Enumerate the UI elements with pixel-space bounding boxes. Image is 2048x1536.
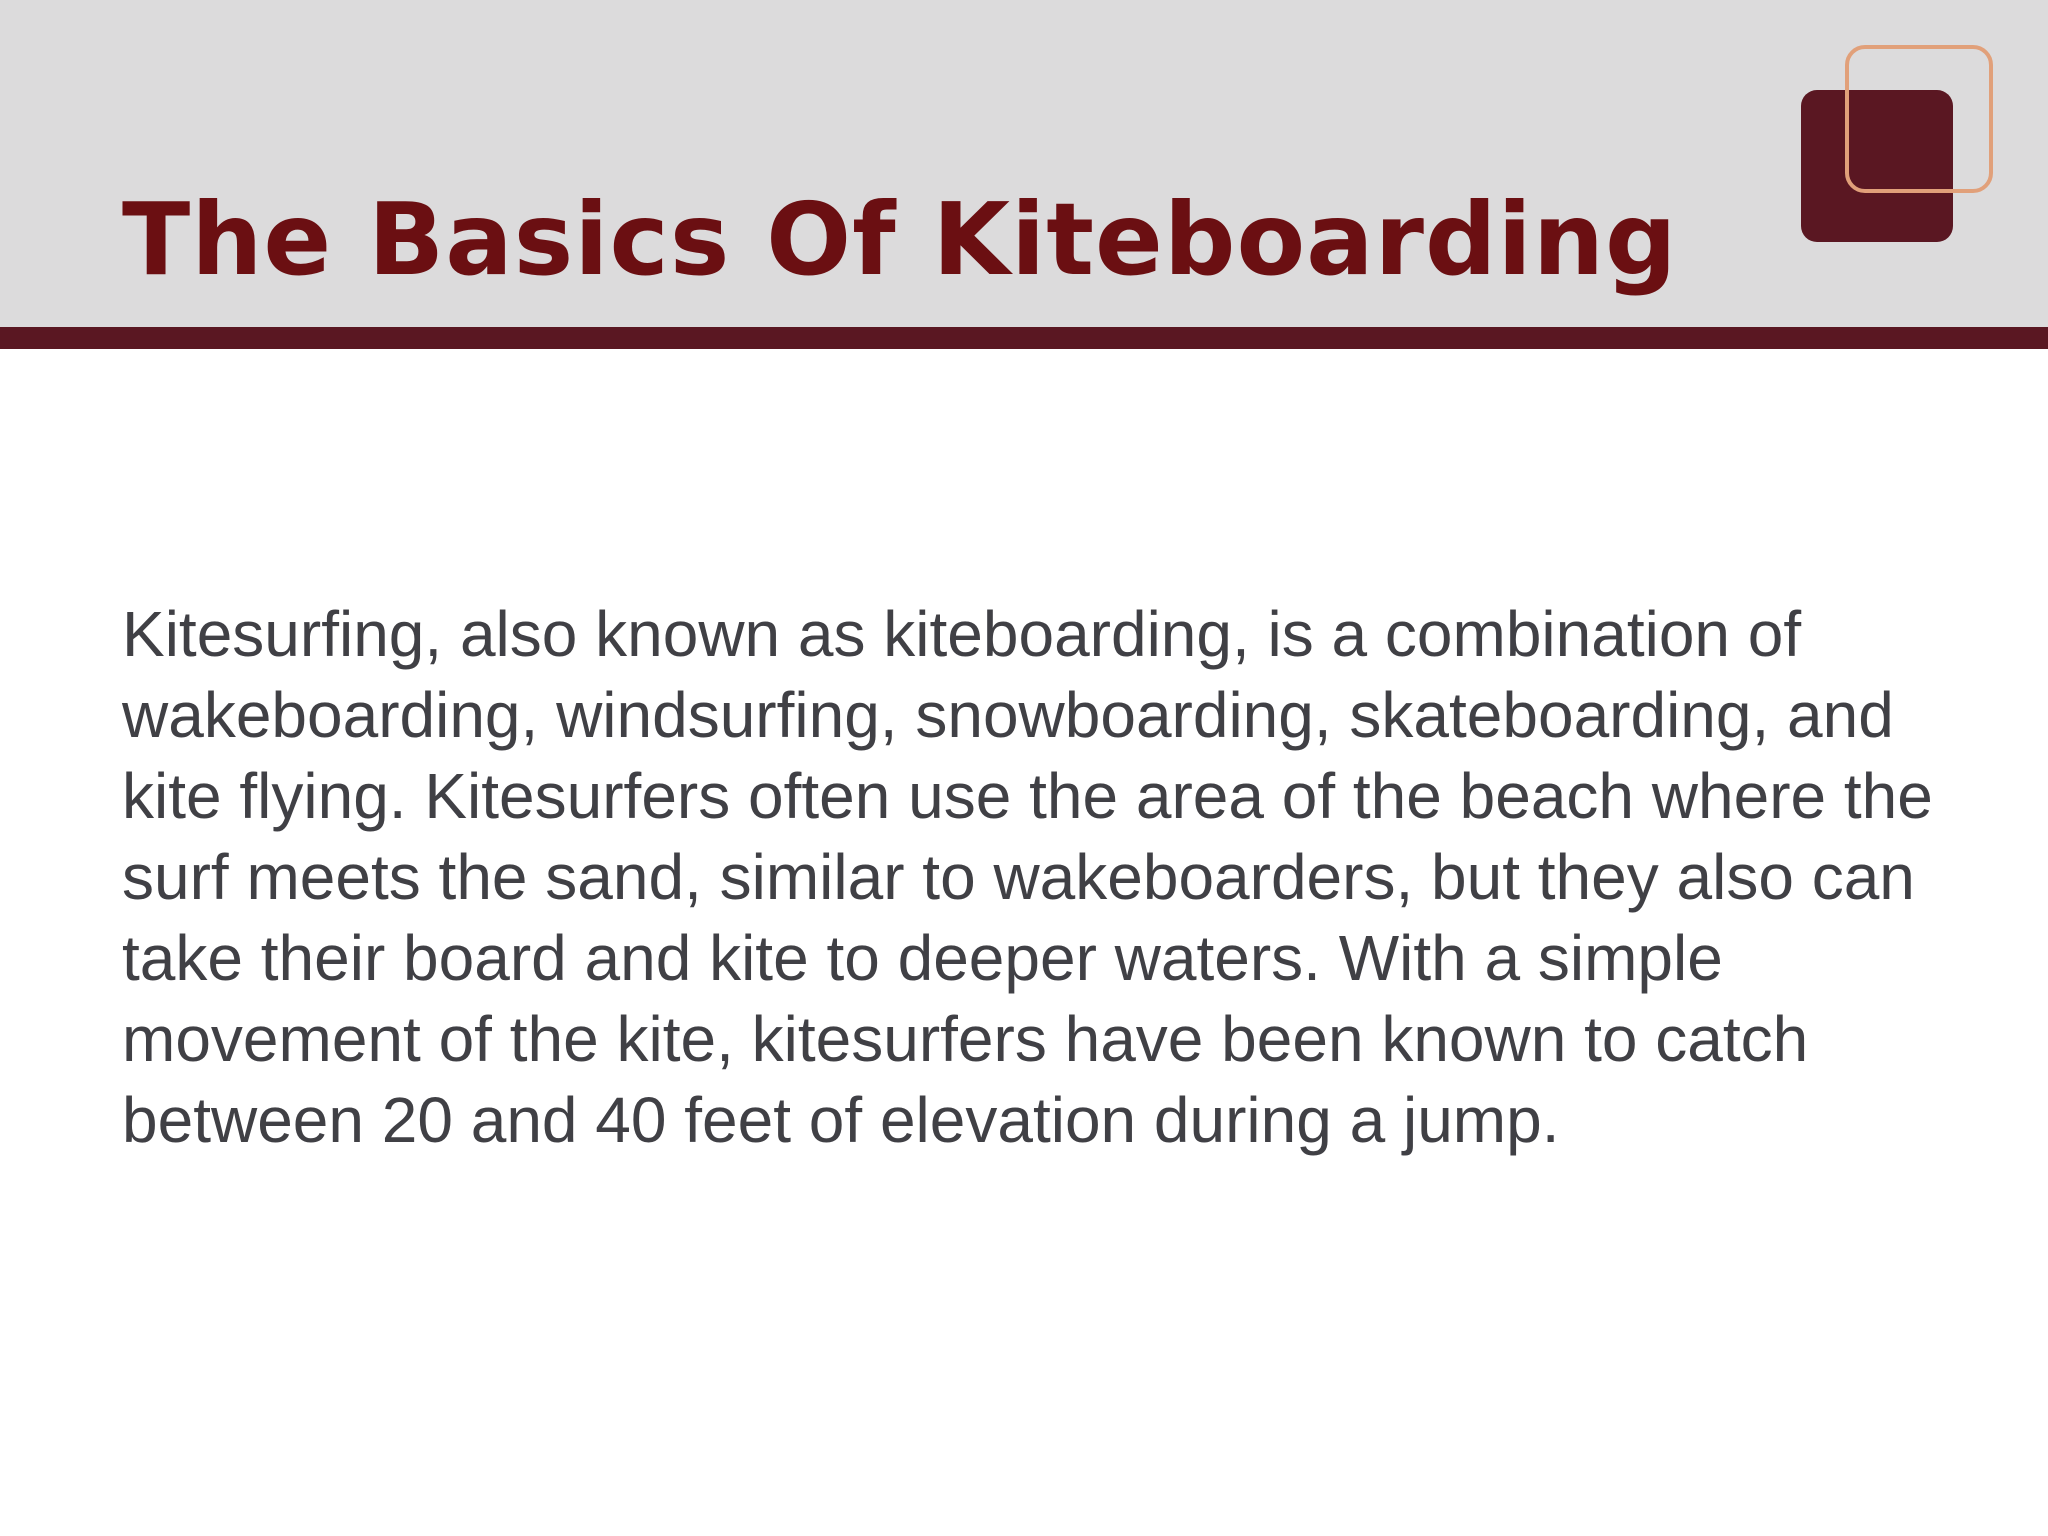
slide-body-text: Kitesurfing, also known as kiteboarding, is a combination of wakeboarding, windsurfing, snowboarding, skateboarding, and kite flying. Kitesurfers often use the area of the beach where the surf meets the sand, similar to wakeboarders, but they also can take their board and kite to deeper waters. With a simple movement of the kite, kitesurfers have been known to catch between 20 and 40 feet of elevation during a jump. [122,598,1933,1156]
outline-square [1845,45,1993,193]
header-divider [0,327,2048,349]
slide-title: The Basics Of Kiteboarding [122,181,1678,298]
overlapping-squares-icon [1795,42,2005,252]
